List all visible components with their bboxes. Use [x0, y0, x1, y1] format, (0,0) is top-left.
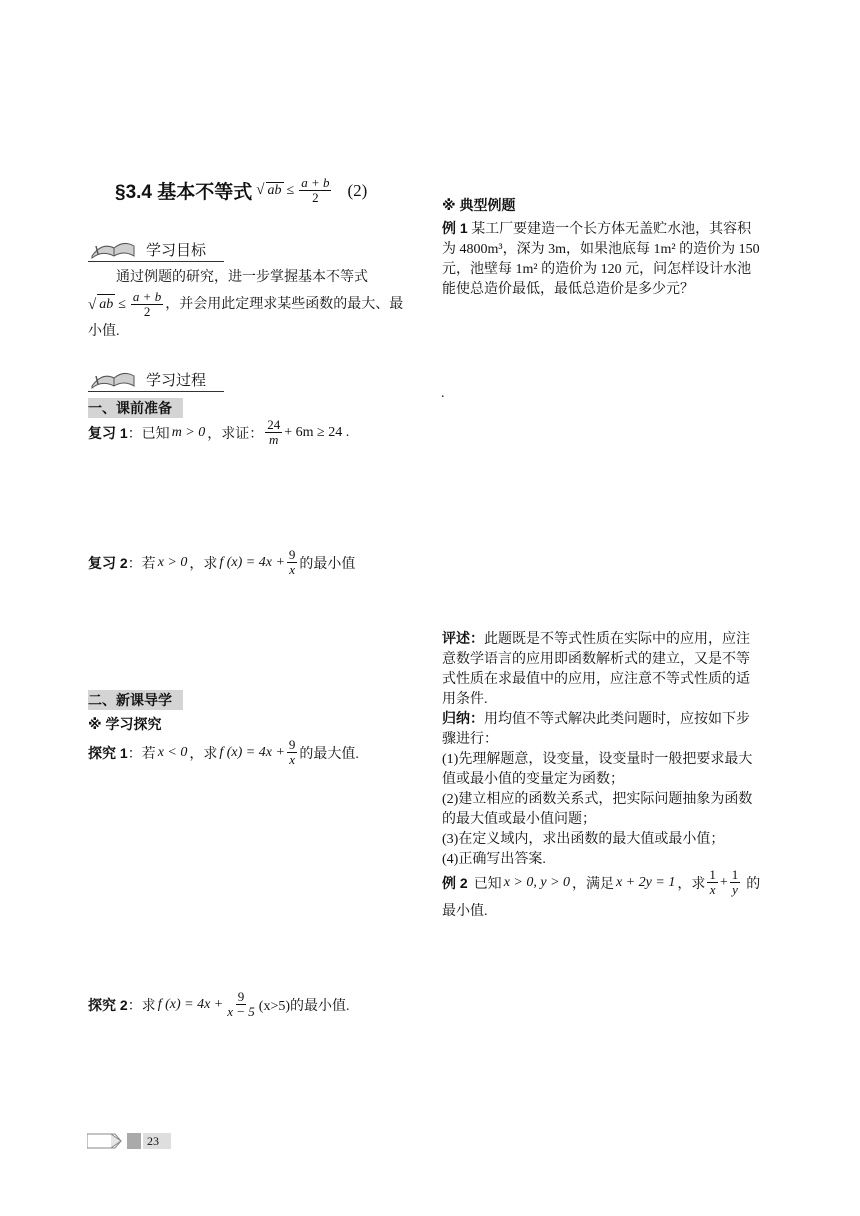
explore-1-fraction: $\frac{9}{x}$ — [288, 737, 296, 768]
review-2-text-a: ：若 — [127, 556, 156, 572]
explore-1 — [88, 738, 359, 768]
explore-1-text-a: ：若 — [127, 746, 156, 762]
summary-line-1: 用均值不等式解决此类问题时，应按如下步 — [484, 712, 750, 727]
explore-1-text-c: 的最大值. — [299, 746, 359, 762]
comment-line-4: 用条件. — [442, 692, 488, 707]
example-2-text-d: 的 — [746, 876, 761, 892]
goals-heading — [88, 236, 224, 260]
review-1 — [88, 418, 349, 448]
page-number: 23 — [143, 1133, 171, 1149]
explore-2-func: f (x) = 4x + — [157, 996, 224, 1012]
explore-2-text-c: (x>5)的最小值. — [258, 998, 350, 1014]
review-1-label: 复习 1 — [88, 424, 128, 441]
example-2-fractions: $\frac{1}{x}$ + $\frac{1}{y}$ — [709, 867, 739, 898]
review-2-text-c: 的最小值 — [299, 556, 356, 572]
comment — [442, 628, 782, 710]
book-icon — [88, 236, 138, 260]
example-2 — [442, 868, 782, 920]
review-2-label: 复习 2 — [88, 554, 128, 571]
prep-heading: 一、课前准备 — [88, 398, 183, 418]
summary-line-5: (2)建立相应的函数关系式，把实际问题抽象为函数 — [442, 792, 753, 807]
example-1 — [442, 218, 782, 300]
example-2-cond: x > 0, y > 0 — [503, 874, 571, 890]
example-2-text-a: 已知 — [473, 876, 502, 892]
example-2-label: 例 2 — [442, 874, 468, 891]
new-lesson-heading: 二、新课导学 — [88, 690, 183, 710]
explore-2-fraction: $\frac{9}{x - 5}$ — [227, 989, 255, 1020]
goals-line-1: 通过例题的研究，进一步掌握基本不等式 — [116, 270, 368, 285]
review-1-rest: + 6m ≥ 24 . — [284, 424, 350, 440]
example-2-text-b: ，满足 — [572, 876, 615, 892]
review-1-fraction: $\frac{24}{m}$ — [267, 417, 281, 448]
review-1-cond: m > 0 — [171, 424, 206, 440]
title-suffix: (2) — [347, 180, 368, 200]
example-1-label: 例 1 — [442, 220, 468, 236]
goals-formula: √ ab ≤ $\frac{a + b}{2}$ — [88, 289, 162, 320]
explore-1-cond: x < 0 — [157, 744, 188, 760]
process-underline — [88, 391, 224, 392]
summary-line-8: (4)正确写出答案. — [442, 852, 546, 867]
page-title — [115, 176, 367, 206]
example-1-line-4: 能使总造价最低，最低总造价是多少元？ — [442, 282, 694, 297]
title-prefix: §3.4 基本不等式 — [115, 182, 253, 204]
footer-box — [127, 1133, 141, 1149]
explore-2 — [88, 990, 350, 1020]
example-2-text-c: ，求 — [677, 876, 706, 892]
goals-line-2: ，并会用此定理求某些函数的最大、最 — [165, 296, 404, 312]
summary-label: 归纳： — [442, 710, 484, 726]
comment-label: 评述： — [442, 630, 484, 646]
goals-text — [88, 268, 428, 342]
review-1-text-b: ，求证： — [207, 426, 264, 442]
review-2 — [88, 548, 355, 578]
title-formula: √ ab ≤ $\frac{a + b}{2}$ — [256, 175, 330, 206]
summary-line-7: (3)在定义域内，求出函数的最大值或最小值； — [442, 832, 725, 847]
review-1-text-a: ：已知 — [127, 426, 170, 442]
book-icon — [88, 366, 138, 390]
review-2-func: f (x) = 4x + — [219, 554, 285, 570]
comment-line-2: 意数学语言的应用即函数解析式的建立，又是不等 — [442, 652, 750, 667]
goals-underline — [88, 261, 224, 262]
footer-arrow-decoration — [87, 1133, 129, 1149]
summary-line-3: (1)先理解题意，设变量，设变量时一般把要求最大 — [442, 752, 753, 767]
explore-1-label: 探究 1 — [88, 744, 128, 761]
summary-line-6: 的最大值或最小值问题； — [442, 812, 596, 827]
review-2-cond: x > 0 — [157, 554, 188, 570]
process-heading — [88, 366, 224, 390]
summary — [442, 708, 782, 870]
process-heading-label: 学习过程 — [146, 372, 207, 389]
example-1-line-2: 为 4800m³，深为 3m，如果池底每 1m² 的造价为 150 — [442, 242, 760, 257]
summary-line-2: 骤进行： — [442, 732, 498, 747]
comment-line-3: 式性质在求最值中的应用，应注意不等式性质的适 — [442, 672, 750, 687]
example-2-eq: x + 2y = 1 — [616, 874, 676, 890]
explore-heading: ※ 学习探究 — [88, 716, 162, 732]
review-2-fraction: $\frac{9}{x}$ — [288, 547, 296, 578]
comment-line-1: 此题既是不等式性质在实际中的应用，应注 — [484, 632, 750, 647]
summary-line-4: 值或最小值的变量定为函数； — [442, 772, 624, 787]
goals-line-3: 小值. — [88, 323, 120, 339]
explore-2-label: 探究 2 — [88, 996, 128, 1013]
example-1-line-1: 某工厂要建造一个长方体无盖贮水池，其容积 — [471, 222, 752, 237]
goals-heading-label: 学习目标 — [146, 242, 207, 259]
footer — [87, 1133, 171, 1149]
review-2-text-b: ，求 — [189, 556, 218, 572]
explore-1-text-b: ，求 — [189, 746, 218, 762]
example-2-line-2: 最小值. — [442, 903, 488, 919]
example-1-line-3: 元，池壁每 1m² 的造价为 120 元，问怎样设计水池 — [442, 262, 752, 277]
explore-2-text-a: ：求 — [127, 998, 156, 1014]
examples-heading: ※ 典型例题 — [442, 197, 516, 213]
stray-dot: . — [441, 386, 445, 401]
explore-1-func: f (x) = 4x + — [219, 744, 285, 760]
